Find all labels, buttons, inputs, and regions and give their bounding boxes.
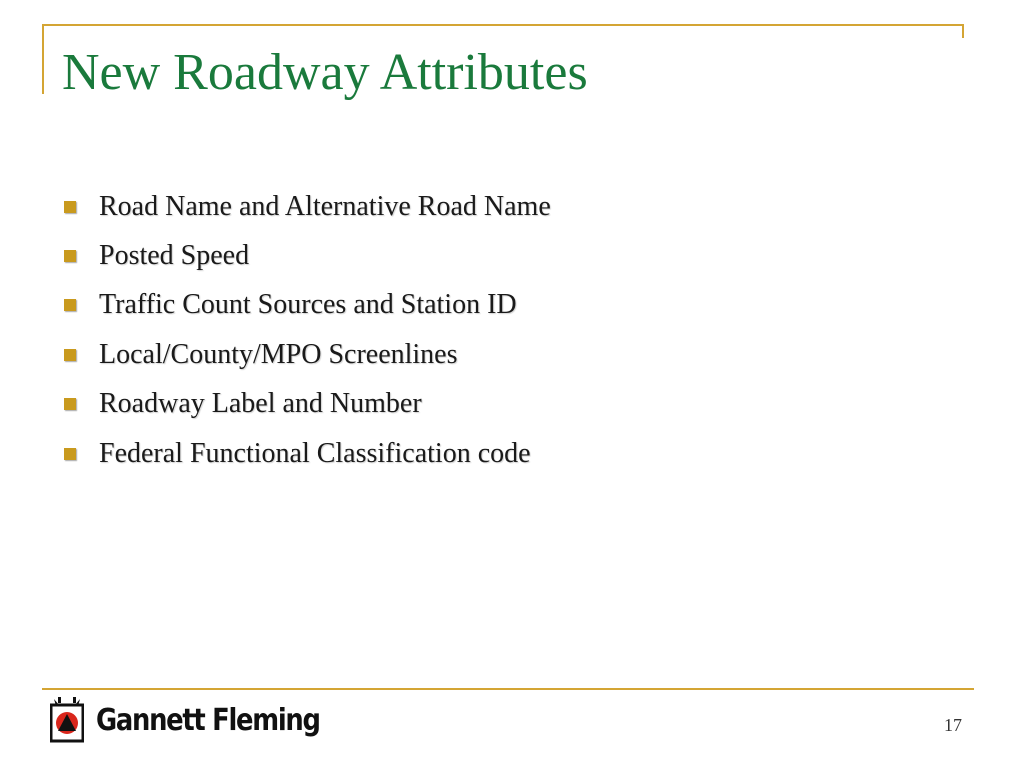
square-bullet-icon (64, 299, 76, 311)
bullet-text: Federal Functional Classification code (99, 437, 531, 469)
bullet-item (64, 380, 551, 429)
footer-divider (42, 688, 974, 690)
square-bullet-icon (64, 201, 76, 213)
bullet-text: Posted Speed (99, 240, 250, 272)
square-bullet-icon (64, 398, 76, 410)
page-number: 17 (944, 715, 962, 735)
bullet-text: Traffic Count Sources and Station ID (99, 289, 517, 321)
square-bullet-icon (64, 448, 76, 460)
bullet-item (64, 281, 551, 330)
bullet-item (64, 330, 551, 379)
bullet-item (64, 231, 551, 280)
company-logo (50, 697, 356, 743)
logo-text: Gannett Fleming (96, 702, 320, 738)
top-frame-line (42, 24, 964, 26)
square-bullet-icon (64, 250, 76, 262)
left-frame-line (42, 24, 44, 94)
slide-title: New Roadway Attributes (62, 44, 588, 101)
bullet-text: Roadway Label and Number (99, 388, 422, 420)
square-bullet-icon (64, 349, 76, 361)
right-frame-tick (962, 24, 964, 38)
bullet-text: Road Name and Alternative Road Name (99, 190, 551, 222)
gannett-fleming-logo-icon (50, 697, 84, 743)
bullet-item (64, 182, 551, 231)
bullet-list (64, 182, 551, 478)
bullet-text: Local/County/MPO Screenlines (99, 338, 458, 370)
bullet-item (64, 429, 551, 478)
